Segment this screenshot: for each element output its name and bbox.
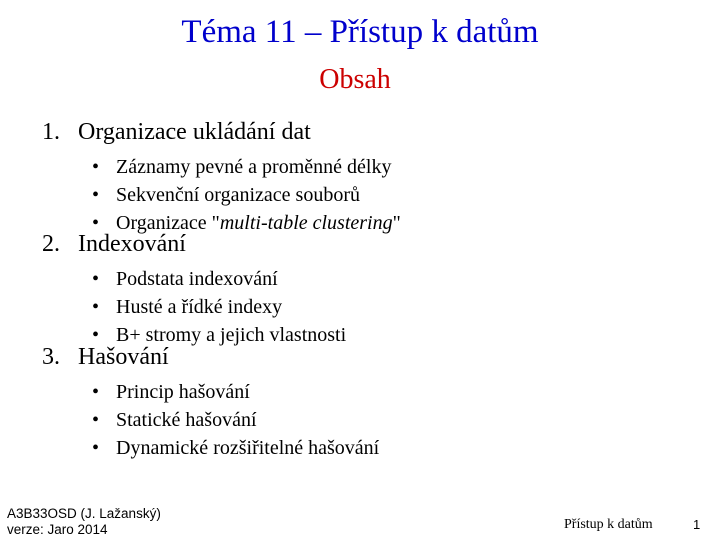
bullet-icon: •: [92, 437, 100, 459]
bullet-list: [0, 378, 379, 462]
bullet-icon: •: [92, 324, 100, 346]
bullet-icon: •: [92, 409, 100, 431]
slide-title: Téma 11 – Přístup k datům: [181, 14, 539, 50]
list-item-text: B+ stromy a jejich vlastnosti: [116, 324, 347, 346]
bullet-icon: •: [92, 184, 100, 206]
slide-subtitle: [0, 64, 710, 96]
section-2: [0, 229, 346, 349]
bullet-list: [0, 153, 401, 237]
page-number: 1: [693, 517, 701, 532]
section-3: [0, 342, 379, 462]
section-number: 2.: [42, 231, 60, 257]
section-number: 1.: [42, 119, 60, 145]
footer-course-info: [7, 506, 161, 538]
list-item-text: Princip hašování: [116, 381, 250, 403]
list-item-text: Sekvenční organizace souborů: [116, 184, 360, 206]
list-item-text: Podstata indexování: [116, 268, 278, 290]
list-item-text: Záznamy pevné a proměnné délky: [116, 156, 392, 178]
list-item: [0, 265, 346, 293]
subtitle-text: Obsah: [319, 64, 391, 95]
list-item-text: Dynamické rozšiřitelné hašování: [116, 437, 380, 459]
section-heading: [0, 117, 401, 147]
section-title: Indexování: [78, 231, 186, 257]
list-item: [0, 181, 401, 209]
footer-version: verze: Jaro 2014: [7, 522, 108, 537]
list-item: [0, 434, 379, 462]
list-item-text: Statické hašování: [116, 409, 257, 431]
footer-course: A3B33OSD (J. Lažanský): [7, 506, 161, 521]
section-number: 3.: [42, 344, 60, 370]
bullet-list: [0, 265, 346, 349]
bullet-icon: •: [92, 212, 100, 234]
footer-topic: Přístup k datům: [564, 517, 653, 532]
section-title: Organizace ukládání dat: [78, 119, 311, 145]
bullet-icon: •: [92, 268, 100, 290]
bullet-icon: •: [92, 381, 100, 403]
list-item: [0, 293, 346, 321]
list-item: [0, 378, 379, 406]
list-item: [0, 406, 379, 434]
bullet-icon: •: [92, 296, 100, 318]
section-title: Hašování: [78, 344, 169, 370]
item-italic: multi-table clustering: [219, 212, 393, 234]
section-1: [0, 117, 401, 237]
bullet-icon: •: [92, 156, 100, 178]
item-suffix: ": [392, 212, 401, 234]
section-heading: [0, 342, 379, 372]
list-item-text: Husté a řídké indexy: [116, 296, 283, 318]
item-prefix: Organizace ": [116, 212, 220, 234]
section-heading: [0, 229, 346, 259]
list-item: [0, 153, 401, 181]
